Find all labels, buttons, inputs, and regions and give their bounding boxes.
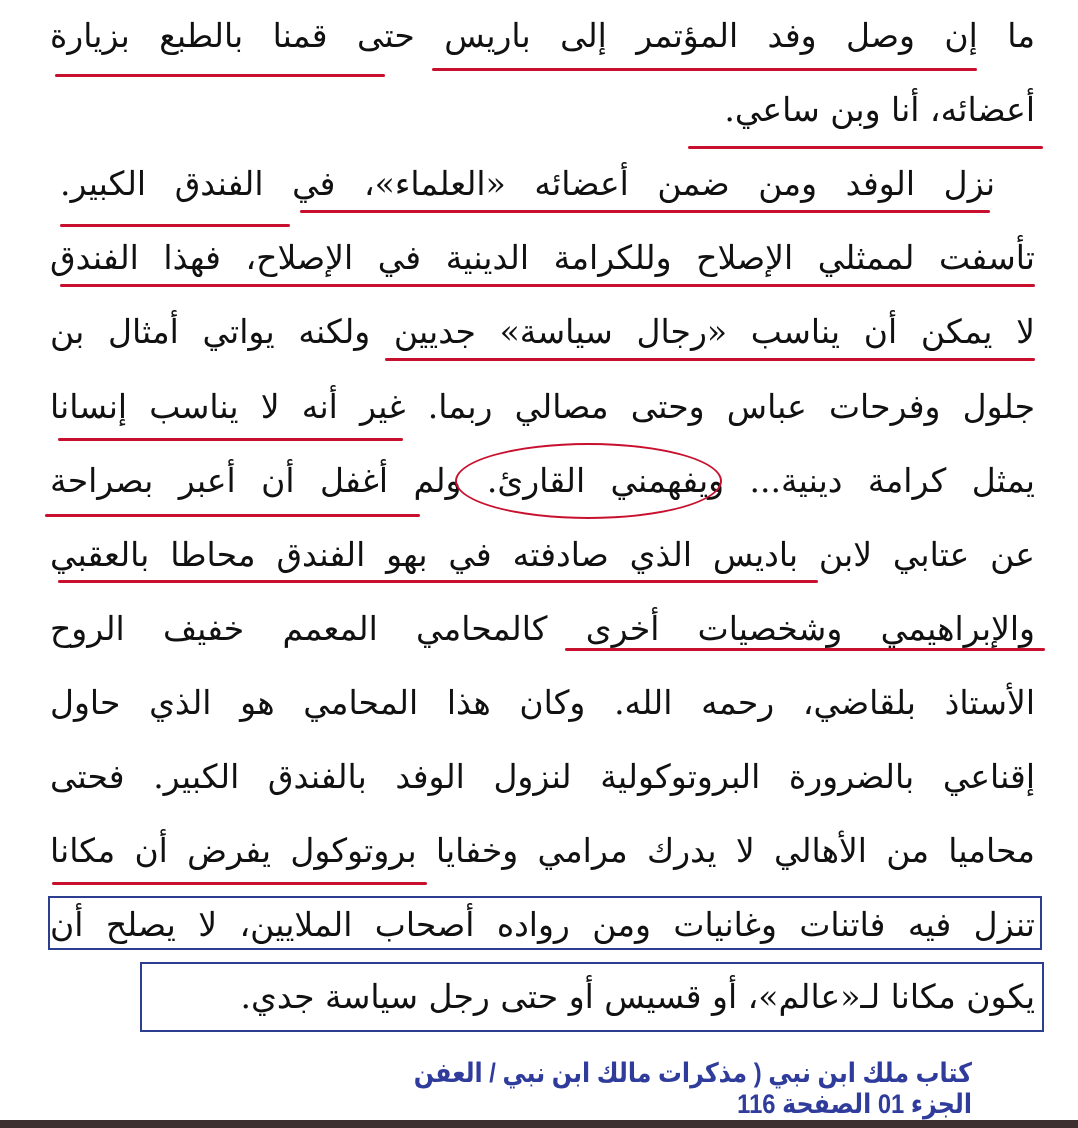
red-underline xyxy=(52,882,427,885)
source-caption: كتاب ملك ابن نبي ( مذكرات مالك ابن نبي / العفن الجزء 01 الصفحة 116 xyxy=(413,1058,973,1119)
blue-highlight-box xyxy=(140,962,1044,1032)
red-underline xyxy=(60,224,290,227)
bottom-bar xyxy=(0,1120,1078,1128)
text-line-2: أعضائه، أنا وبن ساعي. xyxy=(724,90,1035,129)
text-line-8: عن عتابي لابن باديس الذي صادفته في بهو الفندق محاطا بالعقبي xyxy=(50,535,1035,574)
red-underline xyxy=(60,284,1035,287)
text-line-5: لا يمكن أن يناسب «رجال سياسة» جديين ولكنه يواتي أمثال بن xyxy=(50,312,1035,351)
red-underline xyxy=(385,358,1035,361)
red-circle-annotation xyxy=(455,443,722,519)
blue-highlight-box xyxy=(48,896,1042,950)
text-line-11: إقناعي بالضرورة البروتوكولية لنزول الوفد بالفندق الكبير. فحتى xyxy=(50,757,1035,796)
red-underline xyxy=(432,68,977,71)
red-underline xyxy=(300,210,990,213)
text-line-1: ما إن وصل وفد المؤتمر إلى باريس حتى قمنا بالطبع بزيارة xyxy=(50,16,1035,55)
red-underline xyxy=(688,146,1043,149)
red-underline xyxy=(45,514,420,517)
red-underline xyxy=(58,580,818,583)
red-underline xyxy=(565,648,1045,651)
text-line-13: تنزل فيه فاتنات وغانيات ومن رواده أصحاب الملايين، لا يصلح أن xyxy=(50,905,1035,944)
red-underline xyxy=(55,74,385,77)
red-underline xyxy=(58,438,403,441)
text-line-4: تأسفت لممثلي الإصلاح وللكرامة الدينية في الإصلاح، فهذا الفندق xyxy=(50,238,1035,277)
text-line-6: جلول وفرحات عباس وحتى مصالي ربما. غير أنه لا يناسب إنسانا xyxy=(50,387,1035,426)
text-line-9: والإبراهيمي وشخصيات أخرى كالمحامي المعمم خفيف الروح xyxy=(50,609,1035,648)
text-line-12: محاميا من الأهالي لا يدرك مرامي وخفايا بروتوكول يفرض أن مكانا xyxy=(50,831,1035,870)
text-line-7: يمثل كرامة دينية... ويفهمني القارئ. ولم أغفل أن أعبر بصراحة xyxy=(50,461,1035,500)
text-line-10: الأستاذ بلقاضي، رحمه الله. وكان هذا المحامي هو الذي حاول xyxy=(50,683,1035,722)
text-line-14: يكون مكانا لـ«عالم»، أو قسيس أو حتى رجل سياسة جدي. xyxy=(240,977,1035,1016)
text-line-3: نزل الوفد ومن ضمن أعضائه «العلماء»، في الفندق الكبير. xyxy=(60,164,995,203)
